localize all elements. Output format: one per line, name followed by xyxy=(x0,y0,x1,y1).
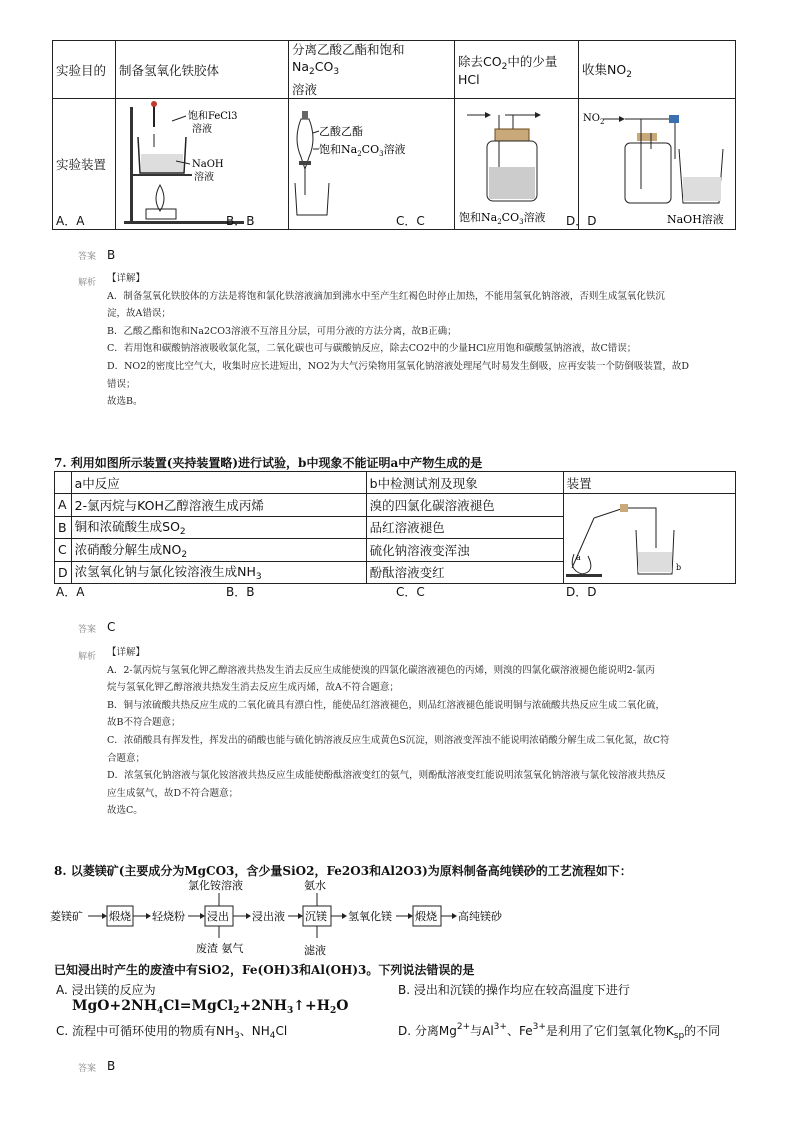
q6-option-b[interactable]: B．B xyxy=(226,214,255,228)
q8-answer-label: 答案 xyxy=(78,1064,97,1074)
q8-stem: 8. 以菱镁矿(主要成分为MgCO3，含少量SiO2，Fe2O3和Al2O3)为原料制备高纯镁砂的工艺流程如下： xyxy=(54,864,632,878)
q8-option-d[interactable]: D. 分离$Mg^{2+}$与$Al^{3+}$、$Fe^{3+}$是利用了它们氢氧化物$K_{sp}$的不同 xyxy=(398,1022,721,1041)
q7-header-a: a中反应 xyxy=(71,472,366,494)
q8-flowchart xyxy=(50,876,520,956)
colloid-apparatus-image xyxy=(116,99,282,226)
q7-option-b[interactable]: B．B xyxy=(226,585,255,599)
q7-apparatus xyxy=(563,494,735,584)
svg-text:氨水: 氨水 xyxy=(304,879,326,892)
q7-header-b: b中检测试剂及现象 xyxy=(366,472,563,494)
q7-header-apparatus: 装置 xyxy=(563,472,735,494)
q8-answer-value: B xyxy=(107,1059,116,1073)
no2-collection-image xyxy=(579,99,727,226)
q6-analysis: 【详解】 A．制备氢氧化铁胶体的方法是将饱和氯化铁溶液滴加到沸水中至产生红褐色时停止加热，不能用氢氧化钠溶液，否则生成氢氧化铁沉 淀，故A错误； B．乙酸乙酯和饱和Na2CO3溶液不互溶且分层，可用分液的方法分离，故B正确； C．若用饱和碳酸钠溶液吸收氯化氢，二氧化碳也可与碳酸钠反应，除去CO2中的少量HCl应用饱和碳酸氢钠溶液，故C错误； D．NO2的密度比空气大，收集时应长进短出，NO2为大气污染物用氢氧化钠溶液处理尾气时易发生倒吸，应再安装一个防倒吸装置，故D 错误； 故选B。 xyxy=(107,273,690,408)
q7-analysis-label: 解析 xyxy=(78,652,97,662)
naoh-label: NaOH溶液 xyxy=(667,213,724,226)
q7-option-d[interactable]: D．D xyxy=(566,585,597,599)
svg-text:溶液: 溶液 xyxy=(194,172,214,183)
svg-text:沉镁: 沉镁 xyxy=(305,910,327,923)
svg-text:高纯镁砂: 高纯镁砂 xyxy=(458,910,502,923)
table-row: C 浓硝酸分解生成$NO_2$ 硫化钠溶液变浑浊 xyxy=(55,539,736,562)
q6-header-b: 分离乙酸乙酯和饱和$Na_2CO_3$ 溶液 xyxy=(289,41,455,99)
svg-text:浸出: 浸出 xyxy=(207,910,229,923)
no2-label: $NO_2$ xyxy=(583,113,605,126)
q7-option-a[interactable]: A．A xyxy=(56,585,85,599)
q8-option-c[interactable]: C. 流程中可循环使用的物质有$NH_3$、$NH_4Cl$ xyxy=(56,1024,288,1041)
q6-table xyxy=(52,40,736,230)
svg-text:a: a xyxy=(575,553,581,562)
svg-text:氯化铵溶液: 氯化铵溶液 xyxy=(188,879,243,892)
q6-header-a: 制备氢氧化铁胶体 xyxy=(116,41,289,99)
q6-apparatus-a xyxy=(116,99,289,230)
q6-answer-label: 答案 xyxy=(78,252,97,262)
q6-row-label: 实验装置 xyxy=(53,99,116,230)
table-row: A 2-氯丙烷与KOH乙醇溶液生成丙烯 溴的四氯化碳溶液褪色 a b xyxy=(55,494,736,517)
svg-text:煅烧: 煅烧 xyxy=(109,910,131,923)
q6-header-d: 收集$NO_2$ xyxy=(579,41,736,99)
q6-apparatus-c xyxy=(455,99,579,230)
q8-known: 已知浸出时产生的废渣中有SiO2，Fe(OH)3和Al(OH)3。下列说法错误的是 xyxy=(54,963,475,977)
q6-option-c[interactable]: C．C xyxy=(396,214,425,228)
svg-text:菱镁矿: 菱镁矿 xyxy=(50,910,83,923)
q8-option-a[interactable]: A. 浸出镁的反应为 xyxy=(56,983,156,997)
q6-apparatus-d xyxy=(579,99,736,230)
q7-apparatus-image xyxy=(564,494,724,580)
na2co3-sat-label: 饱和$Na_2CO_3$溶液 xyxy=(459,211,546,226)
q7-answer-label: 答案 xyxy=(78,625,97,635)
svg-text:NaOH: NaOH xyxy=(192,159,224,170)
q8-option-a-equation: $MgO+2NH_4Cl=MgCl_2+2NH_3↑+H_2O$ xyxy=(72,998,349,1016)
svg-text:浸出液: 浸出液 xyxy=(252,910,285,923)
q7-option-c[interactable]: C．C xyxy=(396,585,425,599)
q7-answer-value: C xyxy=(107,620,116,634)
q6-header-c: 除去$CO_2$中的少量HCl xyxy=(455,41,579,99)
q6-answer-value: B xyxy=(107,248,116,262)
q6-apparatus-b xyxy=(289,99,455,230)
na2co3-label: 饱和$Na_2CO_3$溶液 xyxy=(319,143,406,158)
q6-option-a[interactable]: A．A xyxy=(56,214,85,228)
separatory-funnel-image xyxy=(289,99,454,226)
q6-option-d[interactable]: D．D xyxy=(566,214,597,228)
q8-option-b[interactable]: B. 浸出和沉镁的操作均应在较高温度下进行 xyxy=(398,983,630,997)
svg-text:b: b xyxy=(675,563,681,572)
q7-analysis: 【详解】 A．2-氯丙烷与氢氧化钾乙醇溶液共热发生消去反应生成能使溴的四氯化碳溶液褪色的丙烯，则溴的四氯化碳溶液褪色能说明2-氯丙 烷与氢氧化钾乙醇溶液共热发生消去反应生成丙烯，故A不符合题意； B．铜与浓硫酸共热反应生成的二氧化硫具有漂白性，能使品红溶液褪色，则品红溶液褪色能说明铜与浓硫酸共热反应生成二氧化硫， 故B不符合题意； C．浓硝酸具有挥发性，挥发出的硝酸也能与硫化钠溶液反应生成黄色S沉淀，则溶液变浑浊不能说明浓硝酸分解生成二氧化氮，故C符 合题意； D．浓氢氧化钠溶液与氯化铵溶液共热反应生成能使酚酞溶液变红的氨气，则酚酞溶液变红能说明浓氢氧化钠溶液与氯化铵溶液共热反 应生成氨气，故D不符合题意； 故选C。 xyxy=(107,647,670,817)
q6-analysis-label: 解析 xyxy=(78,278,97,288)
svg-text:废渣 氨气: 废渣 氨气 xyxy=(196,942,244,955)
svg-text:溶液: 溶液 xyxy=(192,124,212,135)
gas-wash-bottle-image xyxy=(455,99,578,226)
q6-header-purpose: 实验目的 xyxy=(53,41,116,99)
q7-stem: 7. 利用如图所示装置(夹持装置略)进行试验，b中现象不能证明a中产物生成的是 xyxy=(54,456,483,470)
svg-text:煅烧: 煅烧 xyxy=(415,910,437,923)
svg-text:轻烧粉: 轻烧粉 xyxy=(152,910,185,923)
table-row: D 浓氢氧化钠与氯化铵溶液生成$NH_3$ 酚酞溶液变红 xyxy=(55,561,736,584)
fecl3-label: 饱和FeCl3 xyxy=(188,111,238,122)
svg-text:氢氧化镁: 氢氧化镁 xyxy=(348,910,392,923)
svg-text:滤液: 滤液 xyxy=(304,944,326,956)
q7-table xyxy=(54,471,736,584)
ethyl-acetate-label: 乙酸乙酯 xyxy=(319,125,363,138)
table-row: B 铜和浓硫酸生成$SO_2$ 品红溶液褪色 xyxy=(55,516,736,539)
